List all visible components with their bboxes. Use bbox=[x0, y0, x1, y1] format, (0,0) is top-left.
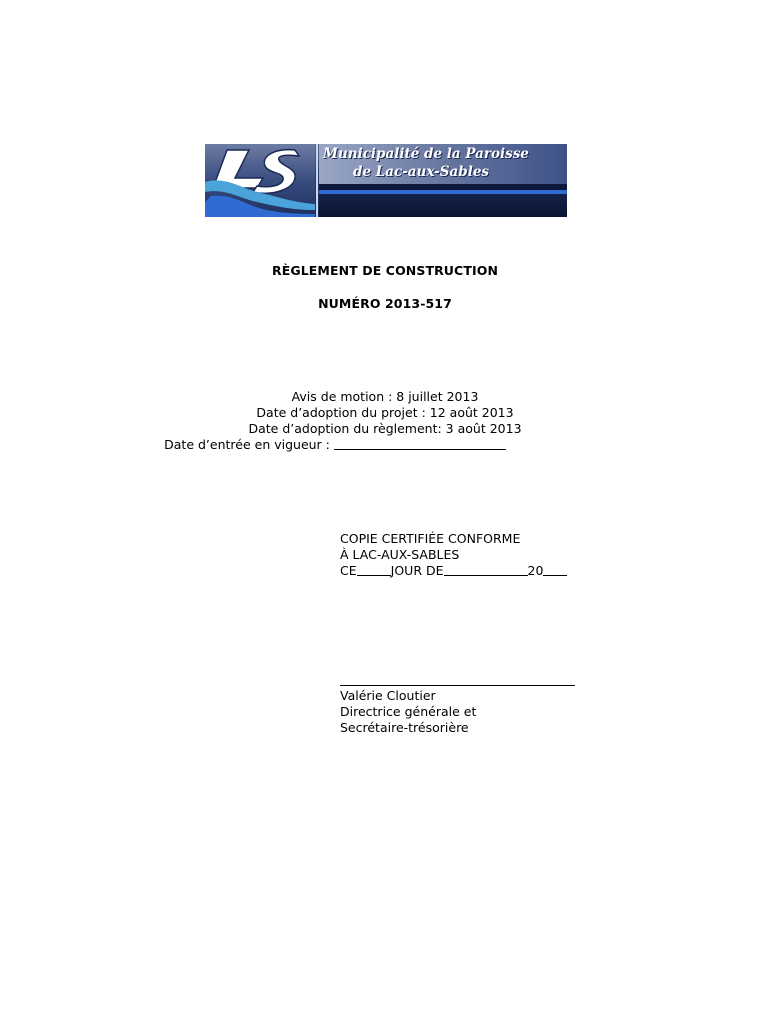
adoption-projet-date: Date d’adoption du projet : 12 août 2013 bbox=[256, 405, 514, 420]
certification-line2: À LAC-AUX-SABLES bbox=[340, 547, 460, 562]
banner-municipality-line2: de Lac-aux-Sables bbox=[353, 164, 490, 180]
year-blank bbox=[543, 574, 567, 576]
avis-motion-date: Avis de motion : 8 juillet 2013 bbox=[291, 389, 479, 404]
document-number: NUMÉRO 2013-517 bbox=[318, 296, 452, 311]
certification-block bbox=[340, 531, 567, 579]
jour-de-blank bbox=[444, 574, 528, 576]
signature-line bbox=[340, 685, 575, 686]
municipality-logo bbox=[205, 144, 315, 217]
signature-block bbox=[340, 688, 476, 736]
banner-separator bbox=[316, 144, 318, 217]
signatory-title-1: Directrice générale et bbox=[340, 704, 477, 719]
ce-label: CE bbox=[340, 563, 357, 578]
entree-vigueur-label: Date d’entrée en vigueur : bbox=[164, 437, 334, 452]
municipality-banner bbox=[205, 144, 567, 217]
certification-line1: COPIE CERTIFIÉE CONFORME bbox=[340, 531, 521, 546]
banner-municipality-line1: Municipalité de la Paroisse bbox=[323, 146, 529, 162]
year-prefix: 20 bbox=[527, 563, 544, 578]
dates-block bbox=[0, 389, 770, 453]
document-title: RÈGLEMENT DE CONSTRUCTION bbox=[271, 263, 499, 278]
adoption-reglement-date: Date d’adoption du règlement: 3 août 2013 bbox=[248, 421, 522, 436]
banner-title-area bbox=[319, 144, 567, 184]
signatory-title-2: Secrétaire-trésorière bbox=[340, 720, 469, 735]
entree-vigueur-blank bbox=[334, 448, 506, 450]
banner-stripe-bottom bbox=[319, 194, 567, 217]
certification-date-row bbox=[340, 563, 567, 579]
jour-de-label: JOUR DE bbox=[390, 563, 444, 578]
entree-vigueur-row bbox=[0, 437, 720, 453]
ce-blank bbox=[357, 574, 391, 576]
signatory-name: Valérie Cloutier bbox=[340, 688, 436, 703]
